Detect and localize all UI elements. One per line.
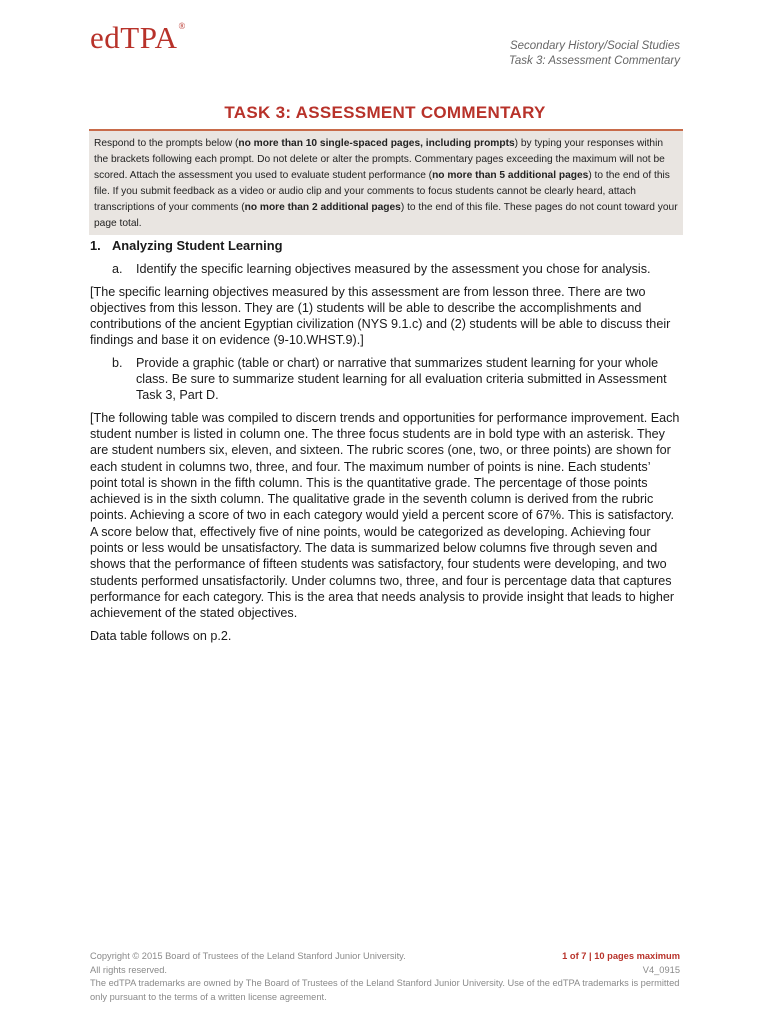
commentary-body: [90, 238, 680, 650]
registered-mark: ®: [178, 21, 186, 31]
trademark-notice: The edTPA trademarks are owned by The Board of Trustees of the Leland Stanford Junior University. Use of the edTPA trademarks is permitted only pursuant to the terms of a written license agreement.: [90, 978, 680, 1002]
table-followup-note: Data table follows on p.2.: [90, 628, 232, 643]
prompt-b: b. Provide a graphic (table or chart) or narrative that summarizes student learning for your whole class. Be sure to summarize student learning for all evaluation criteria submitted in Assessment Task 3, Part D.: [112, 355, 667, 403]
page-footer: [90, 950, 680, 1004]
assessment-limit-note: no more than 5 additional pages: [432, 169, 589, 181]
version-code: V4_0915: [642, 964, 680, 975]
subject-label: Secondary History/Social Studies: [509, 40, 680, 52]
prompt-a: a. Identify the specific learning objectives measured by the assessment you chose for analysis.: [112, 262, 651, 277]
edtpa-logo: edTPA®: [90, 20, 186, 55]
response-b: [The following table was compiled to discern trends and opportunities for performance improvement. Each student number is listed in column one. The three focus students are in bold type with an asterisk. They are student numbers six, eleven, and sixteen. The rubric scores (one, two, or three points) are shown for each student in columns two, three, and four. The maximum number of points is nine. Each students’ point total is shown in the fifth column. This is the quantitative grade. The percentage of those points achieved is in the sixth column. The qualitative grade in the seventh column is derived from the rubric points. Achieving a score of two in each category would yield a percent score of 67%. This is satisfactory. A score below that, effectively five of nine points, would be categorized as developing. Achieving four points or less would be unsatisfactory. The data is summarized below columns five through seven and shows that the performance of fifteen students was satisfactory, four students were developing, and two students performed unsatisfactorily. Under columns two, three, and four is percentage data that captures performance for each category. This is the area that needs analysis to provide insight that leads to higher achievement of the stated objectives.: [90, 410, 680, 621]
transcription-limit-note: no more than 2 additional pages: [244, 201, 401, 213]
copyright-text: Copyright © 2015 Board of Trustees of the Leland Stanford Junior University.: [90, 951, 406, 961]
instructions-box: Respond to the prompts below (no more than 10 single-spaced pages, including prompts) by typing your responses within the brackets following each prompt. Do not delete or alter the prompts. Commentary pages exceeding the maximum will not be scored. Attach the assessment you used to evaluate student performance (no more than 5 additional pages) to the end of this file. If you submit feedback as a video or audio clip and your comments to focus students cannot be clearly heard, attach transcriptions of your comments (no more than 2 additional pages) to the end of this file. These pages do not count toward your page total.: [89, 129, 683, 235]
running-header: [509, 39, 680, 69]
rights-text: All rights reserved.: [90, 964, 167, 975]
page-count: 1 of 7 | 10 pages maximum: [562, 951, 680, 961]
task-label: Task 3: Assessment Commentary: [508, 55, 680, 67]
page-limit-note: no more than 10 single-spaced pages, including prompts: [238, 138, 515, 149]
response-a: [The specific learning objectives measured by this assessment are from lesson three. There are two objectives from this lesson. They are (1) students will be able to describe the accomplishments and contributions of the ancient Egyptian civilization (NYS 9.1.c) and (2) students will be able to discuss their findings and base it on evidence (9-10.WHST.9).]: [90, 284, 671, 348]
page-title: TASK 3: ASSESSMENT COMMENTARY: [224, 103, 546, 122]
section-heading: 1. Analyzing Student Learning: [90, 238, 283, 253]
